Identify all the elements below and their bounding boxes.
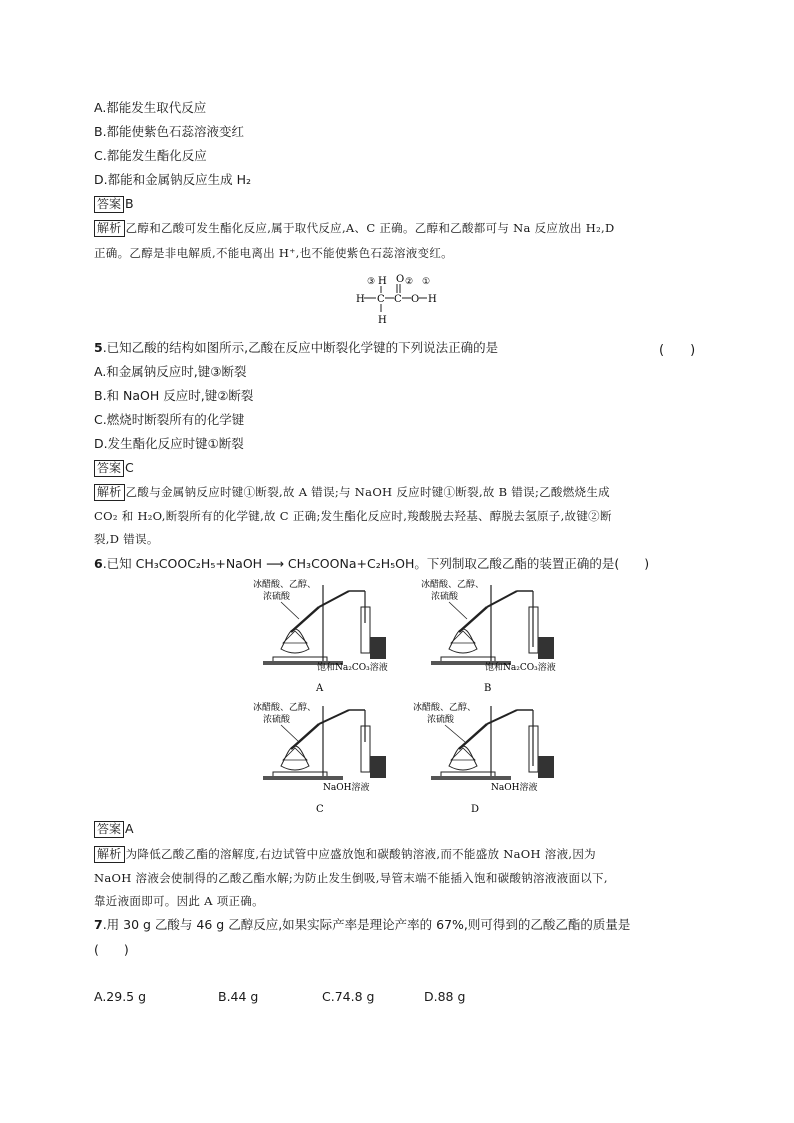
q7-answer-paren: ( ) [94, 942, 129, 957]
apparatus-letter: D [471, 804, 480, 815]
apparatus-c [253, 700, 393, 818]
reagent-label: 冰醋酸、乙醇、 [253, 580, 317, 590]
q7-option-b: B.44 g [218, 989, 259, 1004]
q6-explanation-line-1 [94, 845, 596, 863]
q4-option-d: D.都能和金属钠反应生成 H₂ [94, 172, 251, 187]
apparatus-letter: C [316, 804, 324, 815]
reagent-label: 冰醋酸、乙醇、 [421, 580, 485, 590]
q5-option-b: B.和 NaOH 反应时,键②断裂 [94, 388, 254, 403]
solution-label: NaOH溶液 [491, 783, 538, 793]
q7-option-c: C.74.8 g [322, 989, 375, 1004]
answer-tag: 答案 [94, 460, 124, 477]
q5-option-d: D.发生酯化反应时键①断裂 [94, 436, 244, 451]
solution-label: 饱和Na₂CO₃溶液 [317, 663, 388, 673]
q7-option-a: A.29.5 g [94, 989, 147, 1004]
atom-h-bottom: H [378, 315, 387, 326]
atom-o-carbonyl: O [396, 274, 405, 285]
question-number: 5 [94, 340, 103, 355]
q4-option-b: B.都能使紫色石蕊溶液变红 [94, 124, 245, 139]
q6-explanation-line-2: NaOH 溶液会使制得的乙酸乙酯水解;为防止发生倒吸,导管末端不能插入饱和碳酸钠溶液液面以下, [94, 871, 608, 885]
atom-c1: C [377, 294, 385, 305]
question-number: 6 [94, 556, 103, 571]
q7-stem [94, 916, 630, 934]
explain-tag: 解析 [94, 846, 125, 863]
atom-o-hydroxyl: O [411, 294, 420, 305]
acetic-acid-structure [348, 272, 448, 330]
q5-option-a: A.和金属钠反应时,键③断裂 [94, 364, 247, 379]
q7-option-d: D.88 g [424, 989, 466, 1004]
reagent-label: 浓硫酸 [427, 715, 455, 725]
apparatus-letter: B [484, 683, 492, 694]
q4-explanation-line-1 [94, 219, 614, 237]
q5-option-c: C.燃烧时断裂所有的化学键 [94, 412, 245, 427]
answer-value: B [125, 196, 134, 211]
q4-option-a: A.都能发生取代反应 [94, 100, 207, 115]
answer-value: C [125, 460, 134, 475]
explain-tag: 解析 [94, 484, 125, 501]
reagent-label: 浓硫酸 [263, 592, 291, 602]
q5-stem [94, 339, 498, 357]
atom-h-left: H [356, 294, 365, 305]
question-number: 7 [94, 917, 103, 932]
q5-explanation-line-3: 裂,D 错误。 [94, 532, 159, 546]
q6-stem [94, 555, 649, 573]
q5-answer [94, 459, 134, 478]
explain-text: 为降低乙酸乙酯的溶解度,右边试管中应盛放饱和碳酸钠溶液,而不能盛放 NaOH 溶液,因为 [125, 847, 596, 861]
q6-answer [94, 820, 134, 839]
explain-text: 乙醇和乙酸可发生酯化反应,属于取代反应,A、C 正确。乙醇和乙酸都可与 Na 反应放出 H₂,D [125, 221, 615, 235]
q4-option-c: C.都能发生酯化反应 [94, 148, 207, 163]
q6-explanation-line-3: 靠近液面即可。因此 A 项正确。 [94, 894, 264, 908]
bond-label-3: ③ [367, 277, 376, 287]
reagent-label: 冰醋酸、乙醇、 [413, 703, 477, 713]
apparatus-b [421, 577, 561, 695]
atom-h-top: H [378, 276, 387, 287]
answer-tag: 答案 [94, 821, 124, 838]
atom-c2: C [394, 294, 402, 305]
q4-explanation-line-2: 正确。乙醇是非电解质,不能电离出 H⁺,也不能使紫色石蕊溶液变红。 [94, 246, 453, 260]
question-text: .已知 CH₃COOC₂H₅+NaOH ⟶ CH₃COONa+C₂H₅OH。下列制取乙酸乙酯的装置正确的是( ) [102, 556, 650, 571]
q5-explanation-line-2: CO₂ 和 H₂O,断裂所有的化学键,故 C 正确;发生酯化反应时,羧酸脱去羟基、醇脱去氢原子,故键②断 [94, 509, 612, 523]
q5-explanation-line-1 [94, 483, 610, 501]
explain-tag: 解析 [94, 220, 125, 237]
q5-answer-paren: ( ) [659, 343, 696, 358]
reagent-label: 浓硫酸 [431, 592, 459, 602]
solution-label: 饱和Na₂CO₃溶液 [485, 663, 556, 673]
apparatus-letter: A [316, 683, 324, 694]
answer-tag: 答案 [94, 196, 124, 213]
solution-label: NaOH溶液 [323, 783, 370, 793]
apparatus-a [253, 577, 393, 695]
atom-h-right: H [428, 294, 437, 305]
q4-answer [94, 195, 134, 214]
answer-value: A [125, 821, 134, 836]
reagent-label: 冰醋酸、乙醇、 [253, 703, 317, 713]
reagent-label: 浓硫酸 [263, 715, 291, 725]
bond-label-1: ① [422, 277, 431, 287]
explain-text: 乙酸与金属钠反应时键①断裂,故 A 错误;与 NaOH 反应时键①断裂,故 B 错误;乙酸燃烧生成 [125, 485, 610, 499]
apparatus-d [413, 700, 561, 818]
question-text: .用 30 g 乙酸与 46 g 乙醇反应,如果实际产率是理论产率的 67%,则可得到的乙酸乙酯的质量是 [102, 917, 631, 932]
bond-label-2: ② [405, 277, 414, 287]
question-text: .已知乙酸的结构如图所示,乙酸在反应中断裂化学键的下列说法正确的是 [102, 340, 499, 355]
